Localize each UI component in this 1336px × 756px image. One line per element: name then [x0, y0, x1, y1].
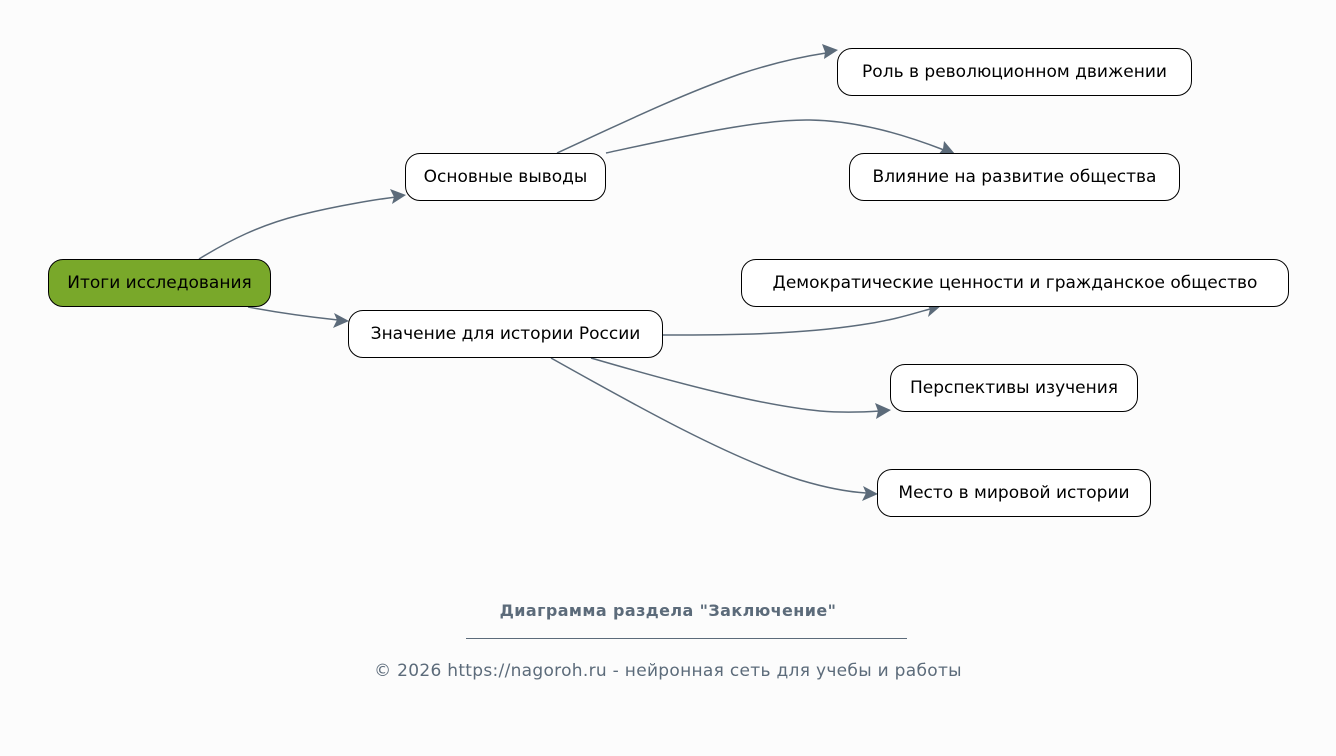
node-mesto-v-mirovoy-istorii: Место в мировой истории — [877, 469, 1151, 517]
edge-root-to-osn — [199, 197, 396, 259]
arrowhead — [333, 313, 349, 328]
arrowhead — [390, 189, 406, 204]
node-rol-v-revolyucionnom: Роль в революционном движении — [837, 48, 1192, 96]
node-vliyanie-na-razvitie: Влияние на развитие общества — [849, 153, 1180, 201]
edge-root-to-znach — [248, 307, 338, 320]
caption-divider — [466, 638, 907, 639]
node-znachenie-dlya-istorii: Значение для истории России — [348, 310, 663, 358]
edge-osn-to-vliy — [606, 120, 944, 153]
node-demokraticheskie-cennosti: Демократические ценности и гражданское общество — [741, 259, 1289, 307]
copyright-text: © 2026 https://nagoroh.ru - нейронная сеть для учебы и работы — [374, 661, 962, 681]
arrowhead — [822, 44, 838, 59]
diagram-caption: Диаграмма раздела "Заключение" — [499, 601, 837, 620]
edge-osn-to-rol — [557, 53, 826, 153]
node-perspektivy-izucheniya: Перспективы изучения — [890, 364, 1138, 412]
edge-znach-to-mesto — [551, 358, 866, 493]
node-osnovnye-vyvody: Основные выводы — [405, 153, 606, 201]
node-itogi-issledovaniya: Итоги исследования — [48, 259, 271, 307]
edge-znach-to-dem — [663, 309, 930, 335]
